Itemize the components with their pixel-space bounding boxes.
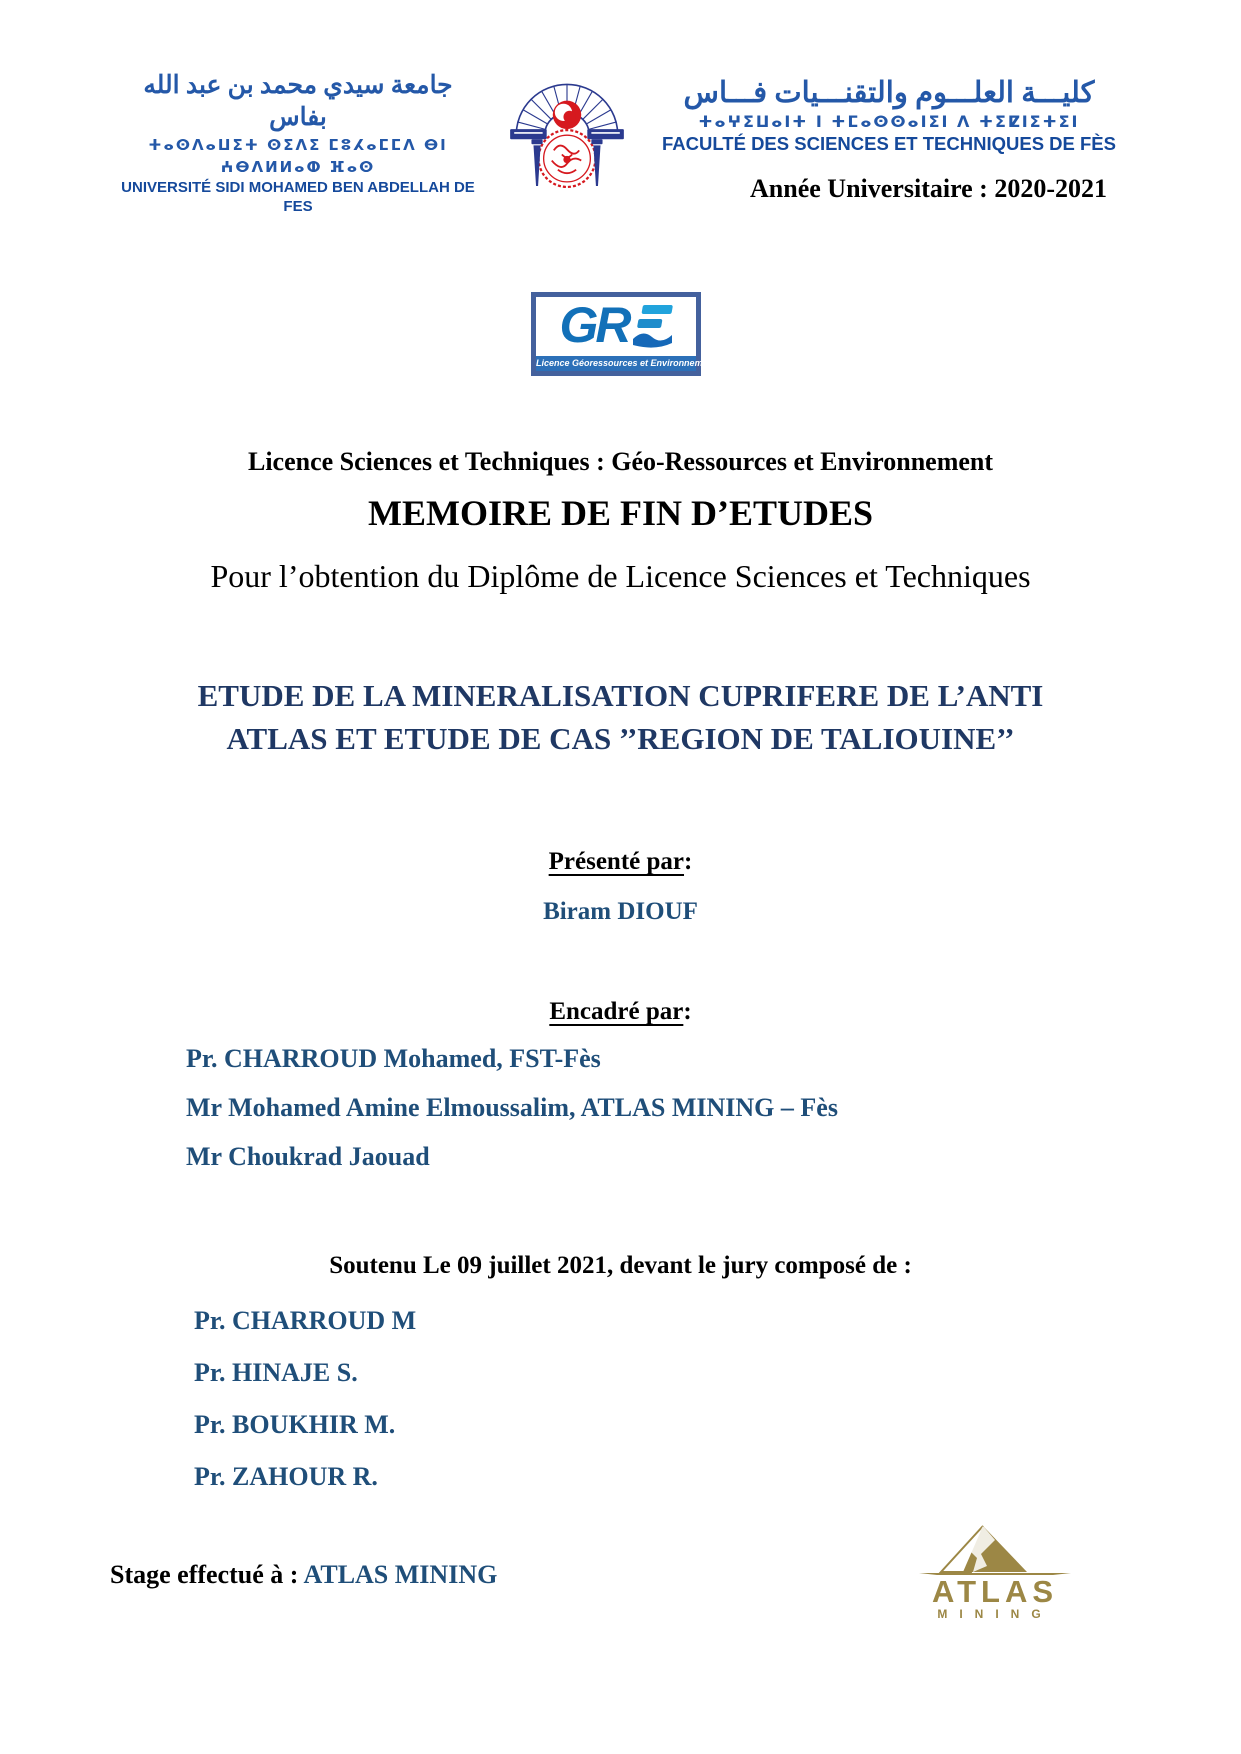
thesis-title — [0, 674, 1241, 760]
supervisors-list — [186, 1044, 838, 1191]
svg-text:ATLAS: ATLAS — [931, 1574, 1059, 1609]
usmba-emblem-icon — [504, 58, 630, 190]
university-block — [112, 56, 484, 216]
jury-list — [194, 1306, 416, 1514]
faculty-name-arabic: كليـــة العلـــوم والتقنـــيات فـــاس — [683, 77, 1095, 109]
university-name-french: UNIVERSITÉ SIDI MOHAMED BEN ABDELLAH DE FES — [121, 179, 475, 215]
supervised-by-colon: : — [683, 998, 692, 1025]
defense-line: Soutenu Le 09 juillet 2021, devant le jury composé de : — [329, 1252, 912, 1279]
thesis-title-line2: ATLAS ET ETUDE DE CAS ’’REGION DE TALIOUINE’’ — [226, 721, 1015, 756]
supervised-by-heading — [0, 998, 1241, 1026]
academic-year: Année Universitaire : 2020-2021 — [750, 174, 1107, 203]
supervisor-item: Pr. CHARROUD Mohamed, FST-Fès — [186, 1044, 601, 1073]
author-name: Biram DIOUF — [543, 898, 698, 925]
jury-member: Pr. BOUKHIR M. — [194, 1410, 396, 1439]
presented-by-label: Présenté par — [548, 848, 685, 875]
purpose-line: Pour l’obtention du Diplôme de Licence Sciences et Techniques — [210, 558, 1031, 594]
gre-letters-gr: GR — [559, 297, 629, 353]
thesis-title-line1: ETUDE DE LA MINERALISATION CUPRIFERE DE L’ANTI — [197, 678, 1044, 713]
presented-by-heading — [0, 848, 1241, 876]
university-name-tifinagh: ⵜⴰⵙⴷⴰⵡⵉⵜ ⵙⵉⴷⵉ ⵎⵓⵃⴰⵎⵎⴷ ⴱⵏ ⵄⴱⴷⵍⵍⴰⵀ ⴼⴰⵙ — [148, 136, 448, 176]
university-name-arabic: جامعة سيدي محمد بن عبد الله بفاس — [143, 72, 453, 131]
faculty-name-tifinagh: ⵜⴰⵖⵉⵡⴰⵏⵜ ⵏ ⵜⵎⴰⵙⵙⴰⵏⵉⵏ ⴷ ⵜⵉⵇⵏⵉⵜⵉⵏ — [698, 112, 1080, 131]
atlas-mining-logo-icon — [903, 1520, 1087, 1624]
university-emblem-logo — [504, 58, 630, 195]
faculty-name-french: FACULTÉ DES SCIENCES ET TECHNIQUES DE FÈS — [662, 133, 1116, 154]
internship-company: ATLAS MINING — [303, 1560, 498, 1589]
supervised-by-label: Encadré par — [549, 998, 684, 1025]
internship-line — [110, 1560, 497, 1590]
supervisor-item: Mr Mohamed Amine Elmoussalim, ATLAS MINING – Fès — [186, 1093, 838, 1122]
presented-by-colon: : — [684, 848, 693, 875]
gre-letter-e-icon — [631, 305, 673, 351]
faculty-block — [650, 56, 1128, 155]
jury-member: Pr. HINAJE S. — [194, 1358, 358, 1387]
gre-logo — [531, 292, 717, 376]
jury-member: Pr. ZAHOUR R. — [194, 1462, 378, 1491]
gre-caption: Licence Géoressources et Environnement — [536, 356, 696, 371]
gre-acronym — [536, 297, 696, 357]
svg-text:MINING: MINING — [937, 1607, 1053, 1621]
internship-label: Stage effectué à : — [110, 1560, 299, 1589]
jury-member: Pr. CHARROUD M — [194, 1306, 417, 1335]
memoir-heading: MEMOIRE DE FIN D’ETUDES — [367, 493, 874, 533]
supervisor-item: Mr Choukrad Jaouad — [186, 1142, 430, 1171]
program-line: Licence Sciences et Techniques : Géo-Ressources et Environnement — [247, 447, 994, 476]
atlas-mining-logo — [903, 1520, 1087, 1624]
